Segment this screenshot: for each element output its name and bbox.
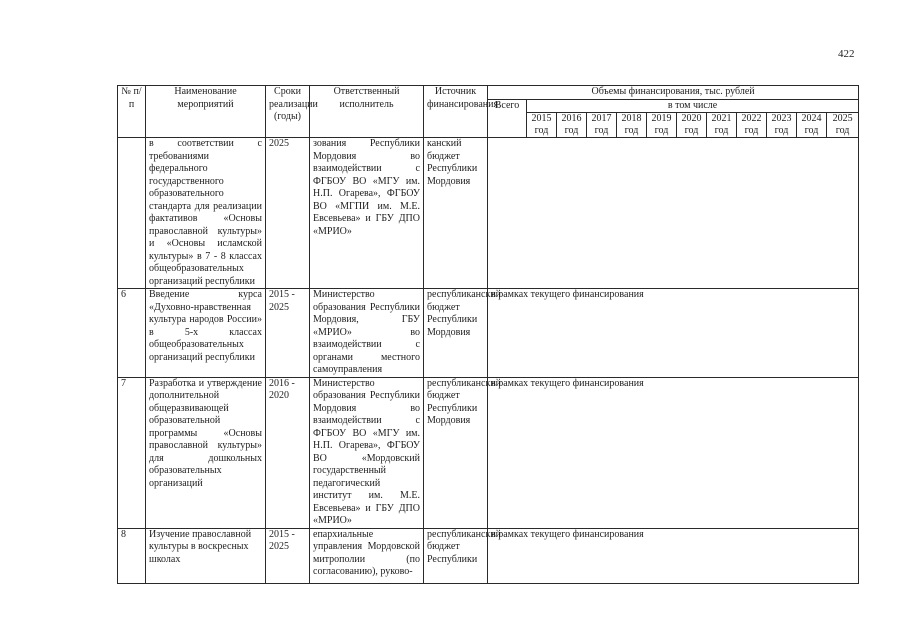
- row-name: Введение курса «Духовно-нравственная культура народов России» в 5-х классах общеобразовательных организаций республики: [146, 289, 266, 378]
- row-num: 8: [118, 528, 146, 583]
- row-source: республиканский бюджет Республики Мордовия: [424, 289, 488, 378]
- table-row: [118, 289, 859, 378]
- row-executor: Министерство образования Республики Мордовия, ГБУ «МРИО» во взаимодействии с органами местного самоуправления: [310, 289, 424, 378]
- header-including: в том числе: [527, 99, 859, 113]
- row-name: Изучение православной культуры в воскресных школах: [146, 528, 266, 583]
- header-num: № п/п: [118, 86, 146, 138]
- table-row: [118, 528, 859, 583]
- header-year-2025: 2025 год: [827, 113, 859, 138]
- row-name: Разработка и утверждение дополнительной общеразвивающей образовательной программы «Основы православной культуры» для дошкольных образовательных организаций: [146, 377, 266, 528]
- header-executor: Ответственный исполнитель: [310, 86, 424, 138]
- header-year-2021: 2021 год: [707, 113, 737, 138]
- table-row: [118, 138, 859, 289]
- row-term: 2025: [266, 138, 310, 289]
- header-year-2016: 2016 год: [557, 113, 587, 138]
- funding-plan-table-container: [117, 85, 858, 584]
- table-row: [118, 377, 859, 528]
- row-source: республиканский бюджет Республики Мордовия: [424, 377, 488, 528]
- row-funding: в рамках текущего финансирования: [488, 528, 859, 583]
- row-executor: зования Республики Мордовия во взаимодействии с ФГБОУ ВО «МГУ им. Н.П. Огарева», ФГБОУ ВО «МГПИ им. М.Е. Евсевьева» и ГБУ ДПО «МРИО»: [310, 138, 424, 289]
- row-funding: в рамках текущего финансирования: [488, 377, 859, 528]
- header-total: Всего: [488, 99, 527, 138]
- row-source: канский бюджет Республики Мордовия: [424, 138, 488, 289]
- header-year-2019: 2019 год: [647, 113, 677, 138]
- row-term: 2016 - 2020: [266, 377, 310, 528]
- header-name: Наименование мероприятий: [146, 86, 266, 138]
- row-term: 2015 - 2025: [266, 528, 310, 583]
- funding-plan-table: [117, 85, 859, 584]
- row-executor: епархиальные управления Мордовской митрополии (по согласованию), руково-: [310, 528, 424, 583]
- row-name: в соответствии с требованиями федерального государственного образовательного стандарта для реализации фактативов «Основы православной культуры» и «Основы исламской культуры» в 7 - 8 классах общеобразовательных организаций республики: [146, 138, 266, 289]
- row-funding: в рамках текущего финансирования: [488, 289, 859, 378]
- header-volumes: Объемы финансирования, тыс. рублей: [488, 86, 859, 100]
- page-number: 422: [838, 48, 855, 60]
- header-year-2024: 2024 год: [797, 113, 827, 138]
- header-source: Источник финансирования: [424, 86, 488, 138]
- header-year-2017: 2017 год: [587, 113, 617, 138]
- header-year-2022: 2022 год: [737, 113, 767, 138]
- header-year-2020: 2020 год: [677, 113, 707, 138]
- row-term: 2015 - 2025: [266, 289, 310, 378]
- header-year-2023: 2023 год: [767, 113, 797, 138]
- row-num: [118, 138, 146, 289]
- header-year-2018: 2018 год: [617, 113, 647, 138]
- header-year-2015: 2015 год: [527, 113, 557, 138]
- row-source: республиканский бюджет Республики: [424, 528, 488, 583]
- row-num: 6: [118, 289, 146, 378]
- row-funding: [488, 138, 859, 289]
- row-executor: Министерство образования Республики Мордовия во взаимодействии с ФГБОУ ВО «МГУ им. Н.П. Огарева», ФГБОУ ВО «Мордовский государственный педагогический институт им. М.Е. Евсевьева» и ГБУ ДПО «МРИО»: [310, 377, 424, 528]
- row-num: 7: [118, 377, 146, 528]
- header-term: Сроки реализации (годы): [266, 86, 310, 138]
